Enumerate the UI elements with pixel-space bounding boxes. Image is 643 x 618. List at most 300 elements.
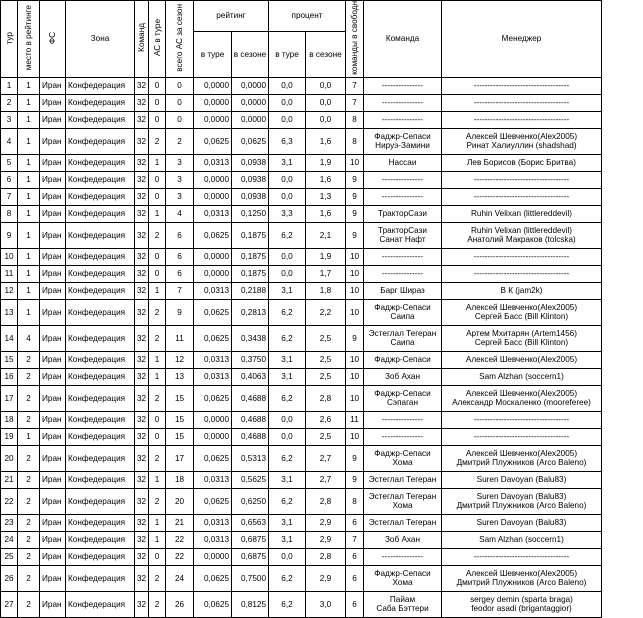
cell-free: 9 <box>346 171 364 188</box>
cell-total: 2 <box>166 128 194 154</box>
cell-team <box>364 428 442 445</box>
cell-manager <box>442 488 602 514</box>
cell-tour: 2 <box>1 94 18 111</box>
cell-teams: 32 <box>135 488 149 514</box>
table-row <box>1 531 602 548</box>
cell-zone: Конфедерация <box>66 565 135 591</box>
manager-name: Алексей Шевченко(Alex2005) <box>465 132 578 142</box>
cell-free: 10 <box>346 265 364 282</box>
cell-ps: 2,9 <box>306 514 346 531</box>
cell-rt: 0,0000 <box>194 77 232 94</box>
cell-fs: Иран <box>40 248 66 265</box>
team-name: Барг Шираз <box>380 286 425 296</box>
header-ac-tour: АС в туре <box>149 1 166 78</box>
cell-place: 1 <box>18 188 40 205</box>
team-name: Саипа <box>390 312 415 322</box>
cell-place: 2 <box>18 351 40 368</box>
manager-name: ----------------------------------- <box>473 115 570 125</box>
table-row <box>1 154 602 171</box>
header-fs: ФС <box>40 1 66 78</box>
cell-ps: 2,7 <box>306 445 346 471</box>
cell-teams: 32 <box>135 265 149 282</box>
table-row <box>1 591 602 617</box>
header-place: место в рейтинге <box>18 1 40 78</box>
manager-name: Сергей Басс (Bill Klinton) <box>474 338 569 348</box>
cell-zone: Конфедерация <box>66 548 135 565</box>
cell-total: 6 <box>166 248 194 265</box>
header-rating: рейтинг <box>194 1 269 32</box>
manager-name: Артем Мхитарян (Artem1456) <box>466 329 577 339</box>
cell-ac: 0 <box>149 548 166 565</box>
cell-pt: 3,1 <box>269 154 306 171</box>
team-name: --------------- <box>382 269 423 279</box>
cell-ps: 1,9 <box>306 154 346 171</box>
cell-ac: 1 <box>149 531 166 548</box>
manager-name: Ruhin Velixan (littlereddevil) <box>470 226 573 236</box>
cell-team <box>364 128 442 154</box>
table-row <box>1 445 602 471</box>
cell-teams: 32 <box>135 299 149 325</box>
cell-rs: 0,3438 <box>232 325 269 351</box>
team-name: Эстеглал Тегеран <box>368 518 437 528</box>
cell-zone: Конфедерация <box>66 188 135 205</box>
cell-ac: 2 <box>149 565 166 591</box>
cell-rt: 0,0625 <box>194 591 232 617</box>
cell-manager <box>442 154 602 171</box>
cell-ps: 1,9 <box>306 248 346 265</box>
cell-rt: 0,0000 <box>194 248 232 265</box>
cell-ps: 2,8 <box>306 548 346 565</box>
manager-name: Александр Москаленко (mooreferee) <box>452 398 591 408</box>
table-row <box>1 514 602 531</box>
cell-total: 15 <box>166 385 194 411</box>
cell-tour: 27 <box>1 591 18 617</box>
cell-zone: Конфедерация <box>66 265 135 282</box>
cell-fs: Иран <box>40 514 66 531</box>
cell-manager <box>442 222 602 248</box>
team-name: Нассаи <box>388 158 417 168</box>
cell-manager <box>442 385 602 411</box>
cell-teams: 32 <box>135 205 149 222</box>
cell-manager <box>442 411 602 428</box>
cell-total: 18 <box>166 471 194 488</box>
cell-teams: 32 <box>135 325 149 351</box>
cell-team <box>364 222 442 248</box>
cell-zone: Конфедерация <box>66 282 135 299</box>
cell-place: 1 <box>18 282 40 299</box>
cell-rs: 0,6563 <box>232 514 269 531</box>
manager-name: Ринат Халиуллин (shadshad) <box>466 141 577 151</box>
manager-name: Алексей Шевченко(Alex2005) <box>465 449 578 459</box>
team-name: --------------- <box>382 432 423 442</box>
cell-teams: 32 <box>135 428 149 445</box>
header-percent-tour: в туре <box>269 31 306 77</box>
manager-name: ----------------------------------- <box>473 415 570 425</box>
cell-ps: 2,8 <box>306 488 346 514</box>
table-row <box>1 351 602 368</box>
cell-rs: 0,1875 <box>232 222 269 248</box>
cell-free: 7 <box>346 531 364 548</box>
manager-name: ----------------------------------- <box>473 252 570 262</box>
team-name: Зоб Ахан <box>384 372 420 382</box>
cell-tour: 1 <box>1 77 18 94</box>
cell-team <box>364 565 442 591</box>
cell-ps: 0,0 <box>306 111 346 128</box>
cell-pt: 0,0 <box>269 94 306 111</box>
cell-tour: 12 <box>1 282 18 299</box>
cell-ac: 2 <box>149 222 166 248</box>
cell-ac: 1 <box>149 205 166 222</box>
team-name: --------------- <box>382 98 423 108</box>
cell-team <box>364 385 442 411</box>
cell-teams: 32 <box>135 514 149 531</box>
table-row <box>1 222 602 248</box>
cell-tour: 7 <box>1 188 18 205</box>
manager-name: Suren Davoyan (Balu83) <box>476 492 567 502</box>
cell-tour: 21 <box>1 471 18 488</box>
cell-manager <box>442 548 602 565</box>
cell-fs: Иран <box>40 488 66 514</box>
cell-rt: 0,0625 <box>194 565 232 591</box>
cell-rs: 0,7500 <box>232 565 269 591</box>
cell-teams: 32 <box>135 565 149 591</box>
cell-total: 0 <box>166 111 194 128</box>
cell-ac: 1 <box>149 368 166 385</box>
cell-fs: Иран <box>40 265 66 282</box>
cell-team <box>364 368 442 385</box>
cell-team <box>364 548 442 565</box>
cell-ac: 0 <box>149 428 166 445</box>
cell-ac: 2 <box>149 299 166 325</box>
manager-name: ----------------------------------- <box>473 552 570 562</box>
cell-free: 9 <box>346 471 364 488</box>
cell-manager <box>442 514 602 531</box>
cell-ac: 0 <box>149 188 166 205</box>
cell-tour: 23 <box>1 514 18 531</box>
cell-free: 8 <box>346 128 364 154</box>
cell-manager <box>442 368 602 385</box>
team-name: Хома <box>392 501 413 511</box>
cell-rt: 0,0313 <box>194 471 232 488</box>
cell-zone: Конфедерация <box>66 488 135 514</box>
cell-tour: 15 <box>1 351 18 368</box>
team-name: --------------- <box>382 115 423 125</box>
cell-pt: 3,1 <box>269 471 306 488</box>
cell-zone: Конфедерация <box>66 205 135 222</box>
manager-name: ----------------------------------- <box>473 175 570 185</box>
cell-manager <box>442 188 602 205</box>
cell-free: 9 <box>346 188 364 205</box>
cell-ac: 2 <box>149 325 166 351</box>
cell-rt: 0,0000 <box>194 111 232 128</box>
cell-place: 1 <box>18 222 40 248</box>
cell-rt: 0,0000 <box>194 265 232 282</box>
table-row <box>1 411 602 428</box>
cell-ac: 0 <box>149 77 166 94</box>
cell-pt: 3,1 <box>269 531 306 548</box>
cell-rs: 0,0938 <box>232 188 269 205</box>
cell-ac: 1 <box>149 282 166 299</box>
cell-ps: 2,2 <box>306 299 346 325</box>
cell-total: 15 <box>166 428 194 445</box>
cell-ps: 3,0 <box>306 591 346 617</box>
cell-pt: 3,3 <box>269 205 306 222</box>
header-rating-season: в сезоне <box>232 31 269 77</box>
table-row <box>1 488 602 514</box>
cell-manager <box>442 77 602 94</box>
cell-free: 9 <box>346 205 364 222</box>
cell-ac: 0 <box>149 171 166 188</box>
cell-free: 6 <box>346 548 364 565</box>
cell-place: 2 <box>18 385 40 411</box>
cell-zone: Конфедерация <box>66 94 135 111</box>
cell-pt: 6,2 <box>269 445 306 471</box>
manager-name: Sam Alzhan (soccern1) <box>479 372 564 382</box>
header-team: Команда <box>364 1 442 78</box>
cell-place: 2 <box>18 514 40 531</box>
cell-zone: Конфедерация <box>66 368 135 385</box>
cell-pt: 3,1 <box>269 282 306 299</box>
cell-zone: Конфедерация <box>66 248 135 265</box>
cell-team <box>364 111 442 128</box>
header-free-teams: команды в свободн <box>346 1 364 78</box>
cell-rs: 0,0938 <box>232 154 269 171</box>
cell-total: 22 <box>166 531 194 548</box>
cell-pt: 3,1 <box>269 368 306 385</box>
cell-place: 1 <box>18 77 40 94</box>
cell-tour: 26 <box>1 565 18 591</box>
cell-ac: 1 <box>149 154 166 171</box>
cell-pt: 0,0 <box>269 248 306 265</box>
cell-teams: 32 <box>135 188 149 205</box>
cell-tour: 18 <box>1 411 18 428</box>
cell-ps: 2,5 <box>306 325 346 351</box>
cell-total: 0 <box>166 77 194 94</box>
cell-teams: 32 <box>135 222 149 248</box>
cell-rs: 0,1250 <box>232 205 269 222</box>
cell-place: 2 <box>18 445 40 471</box>
cell-free: 10 <box>346 368 364 385</box>
cell-rs: 0,4688 <box>232 385 269 411</box>
cell-fs: Иран <box>40 205 66 222</box>
cell-ps: 0,0 <box>306 94 346 111</box>
header-zone: Зона <box>66 1 135 78</box>
cell-pt: 0,0 <box>269 111 306 128</box>
cell-manager <box>442 171 602 188</box>
cell-total: 4 <box>166 205 194 222</box>
cell-zone: Конфедерация <box>66 411 135 428</box>
cell-teams: 32 <box>135 154 149 171</box>
cell-teams: 32 <box>135 282 149 299</box>
cell-rt: 0,0000 <box>194 411 232 428</box>
cell-rt: 0,0000 <box>194 428 232 445</box>
cell-place: 1 <box>18 265 40 282</box>
team-name: Сэпаган <box>387 398 418 408</box>
manager-name: ----------------------------------- <box>473 81 570 91</box>
cell-team <box>364 351 442 368</box>
cell-ac: 2 <box>149 591 166 617</box>
table-row <box>1 94 602 111</box>
cell-tour: 25 <box>1 548 18 565</box>
team-name: Фаджр-Сепаси <box>374 569 431 579</box>
header-tour: тур <box>1 1 18 78</box>
manager-name: Suren Davoyan (Balu83) <box>476 475 567 485</box>
cell-rs: 0,0000 <box>232 111 269 128</box>
manager-name: Алексей Шевченко(Alex2005) <box>465 303 578 313</box>
cell-free: 10 <box>346 248 364 265</box>
cell-ps: 2,9 <box>306 565 346 591</box>
cell-place: 2 <box>18 531 40 548</box>
cell-free: 6 <box>346 565 364 591</box>
cell-rs: 0,6875 <box>232 531 269 548</box>
cell-team <box>364 282 442 299</box>
manager-name: sergey demin (sparta braga) <box>470 595 573 605</box>
team-name: Хома <box>392 458 413 468</box>
manager-name: Сергей Басс (Bill Klinton) <box>474 312 569 322</box>
cell-zone: Конфедерация <box>66 325 135 351</box>
cell-ps: 0,0 <box>306 77 346 94</box>
cell-fs: Иран <box>40 428 66 445</box>
cell-tour: 20 <box>1 445 18 471</box>
cell-total: 26 <box>166 591 194 617</box>
team-name: Эстеглал Тегеран <box>368 475 437 485</box>
cell-rs: 0,4688 <box>232 428 269 445</box>
cell-manager <box>442 248 602 265</box>
cell-rt: 0,0313 <box>194 514 232 531</box>
cell-teams: 32 <box>135 351 149 368</box>
cell-fs: Иран <box>40 111 66 128</box>
cell-place: 1 <box>18 111 40 128</box>
header-manager: Менеджер <box>442 1 602 78</box>
cell-ps: 1,6 <box>306 128 346 154</box>
header-rating-tour: в туре <box>194 31 232 77</box>
table-row <box>1 428 602 445</box>
cell-rs: 0,2188 <box>232 282 269 299</box>
cell-tour: 10 <box>1 248 18 265</box>
cell-free: 6 <box>346 591 364 617</box>
cell-pt: 0,0 <box>269 265 306 282</box>
cell-total: 3 <box>166 154 194 171</box>
table-row <box>1 471 602 488</box>
cell-zone: Конфедерация <box>66 385 135 411</box>
team-name: Эстеглал Тегеран <box>368 329 437 339</box>
cell-zone: Конфедерация <box>66 445 135 471</box>
cell-rs: 0,5625 <box>232 471 269 488</box>
team-name: ТракторСази <box>378 226 427 236</box>
cell-fs: Иран <box>40 385 66 411</box>
cell-team <box>364 94 442 111</box>
cell-pt: 6,2 <box>269 488 306 514</box>
cell-rt: 0,0625 <box>194 222 232 248</box>
cell-total: 15 <box>166 411 194 428</box>
cell-free: 8 <box>346 488 364 514</box>
team-name: Зоб Ахан <box>384 535 420 545</box>
cell-team <box>364 514 442 531</box>
cell-ps: 2,6 <box>306 411 346 428</box>
header-percent-season: в сезоне <box>306 31 346 77</box>
cell-total: 3 <box>166 188 194 205</box>
cell-rt: 0,0625 <box>194 325 232 351</box>
cell-teams: 32 <box>135 531 149 548</box>
cell-ac: 2 <box>149 128 166 154</box>
cell-ps: 2,9 <box>306 531 346 548</box>
cell-teams: 32 <box>135 128 149 154</box>
cell-ac: 1 <box>149 351 166 368</box>
cell-manager <box>442 428 602 445</box>
cell-tour: 9 <box>1 222 18 248</box>
cell-rt: 0,0000 <box>194 171 232 188</box>
cell-tour: 4 <box>1 128 18 154</box>
cell-teams: 32 <box>135 411 149 428</box>
cell-rt: 0,0000 <box>194 94 232 111</box>
cell-total: 11 <box>166 325 194 351</box>
cell-tour: 19 <box>1 428 18 445</box>
cell-total: 21 <box>166 514 194 531</box>
cell-pt: 0,0 <box>269 411 306 428</box>
cell-ps: 2,5 <box>306 428 346 445</box>
cell-rt: 0,0313 <box>194 282 232 299</box>
team-name: Саипа <box>390 338 415 348</box>
team-name: Саба Бэттери <box>376 604 429 614</box>
cell-teams: 32 <box>135 385 149 411</box>
cell-free: 10 <box>346 385 364 411</box>
cell-rt: 0,0313 <box>194 531 232 548</box>
cell-zone: Конфедерация <box>66 222 135 248</box>
cell-free: 10 <box>346 351 364 368</box>
cell-rt: 0,0625 <box>194 445 232 471</box>
cell-free: 10 <box>346 299 364 325</box>
cell-ps: 1,7 <box>306 265 346 282</box>
cell-ac: 2 <box>149 385 166 411</box>
cell-pt: 6,2 <box>269 325 306 351</box>
cell-manager <box>442 565 602 591</box>
cell-place: 2 <box>18 591 40 617</box>
cell-rt: 0,0625 <box>194 299 232 325</box>
cell-fs: Иран <box>40 77 66 94</box>
manager-name: Suren Davoyan (Balu83) <box>476 518 567 528</box>
cell-rt: 0,0000 <box>194 188 232 205</box>
cell-teams: 32 <box>135 548 149 565</box>
cell-place: 1 <box>18 428 40 445</box>
cell-free: 7 <box>346 94 364 111</box>
cell-fs: Иран <box>40 548 66 565</box>
cell-team <box>364 445 442 471</box>
cell-manager <box>442 299 602 325</box>
cell-tour: 6 <box>1 171 18 188</box>
cell-team <box>364 591 442 617</box>
cell-teams: 32 <box>135 77 149 94</box>
team-name: Нируэ-Замини <box>375 141 430 151</box>
manager-name: ----------------------------------- <box>473 432 570 442</box>
cell-manager <box>442 531 602 548</box>
team-name: Пайам <box>389 595 416 605</box>
manager-name: Лев Борисов (Борис Бритва) <box>467 158 576 168</box>
cell-rt: 0,0625 <box>194 488 232 514</box>
cell-manager <box>442 325 602 351</box>
cell-zone: Конфедерация <box>66 428 135 445</box>
cell-pt: 3,1 <box>269 351 306 368</box>
cell-team <box>364 265 442 282</box>
cell-place: 1 <box>18 171 40 188</box>
cell-ps: 2,5 <box>306 351 346 368</box>
header-teams: Команд <box>135 1 149 78</box>
manager-name: В К (jam2k) <box>500 286 543 296</box>
team-name: --------------- <box>382 552 423 562</box>
table-row <box>1 171 602 188</box>
cell-fs: Иран <box>40 299 66 325</box>
cell-rt: 0,0625 <box>194 128 232 154</box>
cell-teams: 32 <box>135 111 149 128</box>
